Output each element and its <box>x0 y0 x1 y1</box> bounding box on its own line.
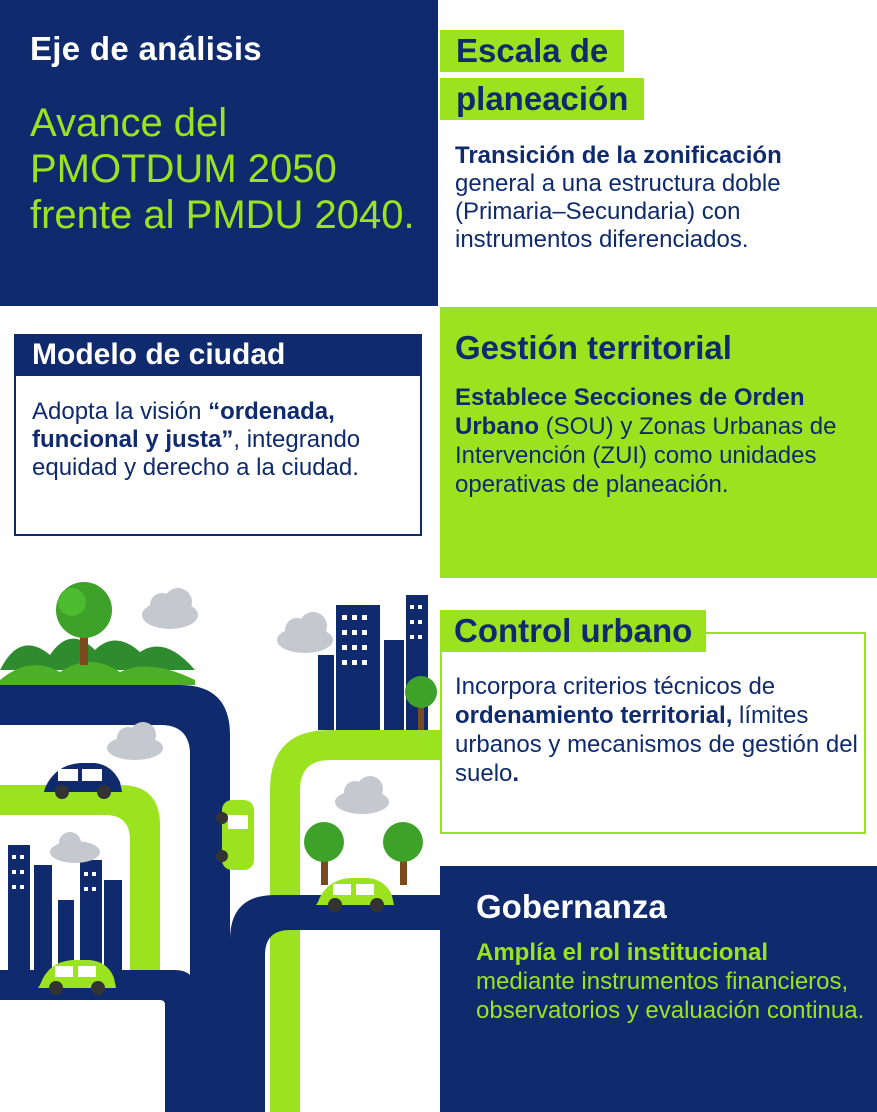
eje-text: Avance del PMOTDUM 2050 frente al PMDU 2040. <box>30 101 415 237</box>
control-bold: ordenamiento territorial, <box>455 702 733 729</box>
hill-trees-left <box>0 639 195 685</box>
building-icon <box>318 595 428 730</box>
modelo-text <box>32 398 417 482</box>
modelo-body-before: Adopta la visión <box>32 398 209 425</box>
control-bold-end: . <box>512 760 520 787</box>
control-body-after: límites urbanos y mecanismos de gestión del suelo <box>455 702 858 787</box>
modelo-body-after: , integrando equidad y derecho a la ciudad. <box>32 426 361 481</box>
gestion-bold: Establece Secciones de Orden Urbano <box>455 384 805 440</box>
eje-heading: Eje de análisis <box>30 30 262 67</box>
escala-bold: Transición de la zonificación <box>455 142 782 169</box>
road-icon <box>230 895 440 1112</box>
cloud-icon <box>142 588 198 629</box>
escala-body: general a una estructura doble (Primaria–Secundaria) con instrumentos diferenciados. <box>455 170 781 253</box>
tree-icon <box>383 822 423 885</box>
gestion-body: (SOU) y Zonas Urbanas de Intervención (ZUI) como unidades operativas de planeación. <box>455 413 837 498</box>
building-icon <box>8 845 122 970</box>
gestion-text <box>455 383 865 499</box>
modelo-heading: Modelo de ciudad <box>14 334 422 376</box>
gobernanza-text <box>476 938 866 1025</box>
city-road-illustration <box>0 560 440 1112</box>
modelo-bold: “ordenada, funcional y justa” <box>32 398 335 453</box>
gobernanza-heading: Gobernanza <box>476 888 667 925</box>
escala-heading-line1: Escala de <box>440 30 624 72</box>
escala-text <box>455 142 865 254</box>
gestion-heading: Gestión territorial <box>455 329 732 366</box>
cloud-icon <box>50 832 100 863</box>
cloud-icon <box>277 612 333 653</box>
gobernanza-body: mediante instrumentos financieros, observatorios y evaluación continua. <box>476 968 865 1024</box>
cloud-icon <box>335 776 389 814</box>
gobernanza-bold: Amplía el rol institucional <box>476 939 769 966</box>
control-text <box>455 672 860 788</box>
control-heading: Control urbano <box>440 610 706 652</box>
tree-icon <box>304 822 344 885</box>
control-body-before: Incorpora criterios técnicos de <box>455 673 776 700</box>
escala-heading-line2: planeación <box>440 78 644 120</box>
